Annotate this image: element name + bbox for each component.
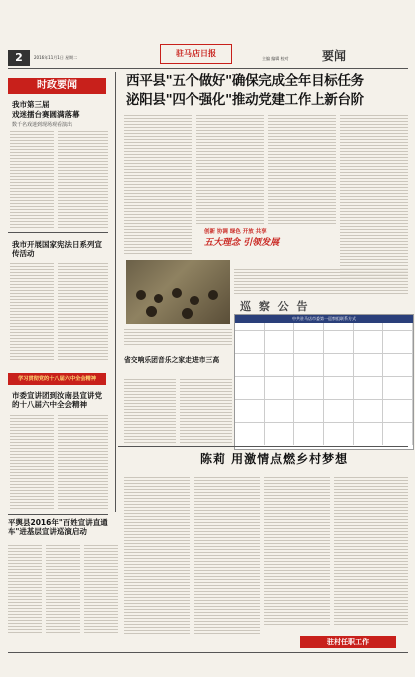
inspection-notice-body — [234, 268, 408, 294]
sidebar-heading: 时政要闻 — [8, 78, 106, 94]
story4-body-3 — [84, 544, 118, 634]
headline-2: 泌阳县"四个强化"推动党建工作上新台阶 — [126, 92, 364, 108]
table-row — [235, 377, 413, 400]
story3-body-left — [10, 414, 54, 510]
feature-body-3 — [264, 476, 330, 626]
page-number: 2 — [8, 50, 30, 66]
story4-body-2 — [46, 544, 80, 634]
photo-caption — [124, 328, 232, 346]
headline-1: 西平县"五个做好"确保完成全年目标任务 — [126, 73, 364, 89]
story1-body-left — [10, 130, 54, 228]
story2-title: 我市开展国家宪法日系列宣传活动 — [12, 240, 102, 258]
table-header-row — [235, 323, 413, 331]
story1-title-2: 戏迷擂台赛圆满落幕 — [12, 110, 80, 119]
party-banner: 学习贯彻党的十八届六中全会精神 — [8, 373, 106, 385]
photo-story-body-1 — [124, 378, 176, 444]
photo-story-body-2 — [180, 378, 232, 444]
story1-body-right — [58, 130, 108, 228]
feature-body-2 — [194, 476, 260, 636]
header-rule — [8, 68, 408, 69]
table-row — [235, 331, 413, 354]
masthead: 驻马店日报 — [160, 44, 232, 64]
feature-title: 陈莉 用激情点燃乡村梦想 — [200, 452, 349, 466]
story3-body-right — [58, 414, 108, 510]
story2-body-left — [10, 262, 54, 362]
inspection-notice-title: 巡 察 公 告 — [240, 300, 310, 313]
table-row — [235, 400, 413, 423]
department-line: 主编 编辑 校对 — [262, 56, 289, 61]
section-title: 要闻 — [322, 49, 347, 63]
footer-tag: 驻村任职工作 — [300, 636, 396, 648]
feature-rule — [118, 446, 408, 447]
story4-body-1 — [8, 544, 42, 634]
table-row — [235, 354, 413, 377]
banner-line-2: 五大理念 引领发展 — [204, 238, 280, 248]
feature-body-1 — [124, 476, 190, 636]
story2-body-right — [58, 262, 108, 362]
story1-subtitle: 数千名戏迷到现场观看演出 — [12, 122, 73, 128]
photo-story-title: 省交响乐团音乐之家走进市三高 — [124, 356, 220, 364]
table-row — [235, 423, 413, 445]
main-body-col2 — [196, 114, 264, 224]
story3-title: 市委宣讲团到汝南县宣讲党的十八届六中全会精神 — [12, 391, 102, 409]
feature-body-4 — [334, 476, 408, 626]
sidebar-divider-1 — [8, 232, 108, 233]
main-body-col3 — [268, 114, 336, 224]
banner-line-1: 创新 协调 绿色 开放 共享 — [204, 229, 267, 235]
story4-title: 平舆县2016年"百姓宣讲直通车"进基层宣讲巡演启动 — [8, 518, 108, 536]
dateline: 2016年11月1日 星期二 — [34, 55, 78, 60]
footer-rule — [8, 652, 408, 653]
five-ideas-banner — [204, 227, 352, 255]
column-rule — [115, 72, 116, 512]
sidebar-divider-2 — [8, 514, 108, 515]
table-title: 中共驻马店市委第一巡察组联系方式 — [235, 315, 413, 323]
contact-table — [234, 314, 414, 450]
main-body-col1 — [124, 114, 192, 254]
news-photo — [126, 260, 230, 324]
story1-title: 我市第三届 — [12, 100, 50, 109]
